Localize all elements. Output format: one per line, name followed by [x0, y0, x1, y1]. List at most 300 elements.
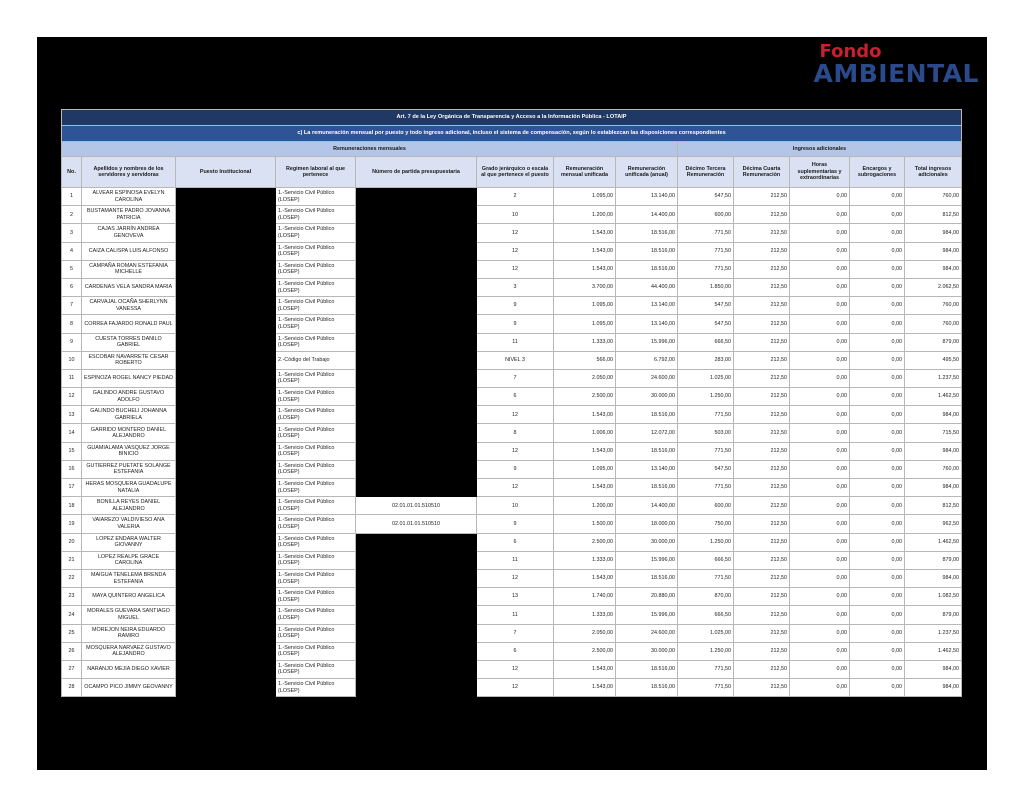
column-header-horas: Horas suplementarias y extraordinarias: [790, 157, 850, 188]
rmu-cell: 2.500,00: [554, 642, 616, 660]
table-row: [62, 551, 962, 569]
partida-cell: [356, 660, 477, 678]
decima-cuarta-cell: 212,50: [734, 315, 790, 333]
grado-cell: 6: [477, 388, 554, 406]
employee-name: CAIZA CALISPA LUIS ALFONSO: [82, 242, 176, 260]
anual-cell: 30.000,00: [616, 533, 678, 551]
horas-cell: 0,00: [790, 497, 850, 515]
row-number: 24: [62, 606, 82, 624]
table-row: [62, 278, 962, 296]
grado-cell: 11: [477, 606, 554, 624]
partida-cell: [356, 679, 477, 697]
total-cell: 984,00: [905, 242, 962, 260]
anual-cell: 15.996,00: [616, 333, 678, 351]
table-row: [62, 333, 962, 351]
row-number: 5: [62, 260, 82, 278]
remuneration-table: [61, 109, 962, 697]
puesto-cell: [176, 497, 276, 515]
grado-cell: 2: [477, 188, 554, 206]
puesto-cell: [176, 278, 276, 296]
table-row: [62, 369, 962, 387]
encargos-cell: 0,00: [850, 679, 905, 697]
encargos-cell: 0,00: [850, 369, 905, 387]
anual-cell: 13.140,00: [616, 188, 678, 206]
grado-cell: 9: [477, 515, 554, 533]
grado-cell: 9: [477, 315, 554, 333]
partida-cell: [356, 424, 477, 442]
anual-cell: 20.880,00: [616, 588, 678, 606]
row-number: 19: [62, 515, 82, 533]
total-cell: 715,50: [905, 424, 962, 442]
employee-name: MAYA QUINTERO ANGELICA: [82, 588, 176, 606]
partida-cell: [356, 206, 477, 224]
puesto-cell: [176, 460, 276, 478]
decimo-tercera-cell: 1.025,00: [678, 624, 734, 642]
decimo-tercera-cell: 600,00: [678, 206, 734, 224]
decima-cuarta-cell: 212,50: [734, 642, 790, 660]
horas-cell: 0,00: [790, 606, 850, 624]
decima-cuarta-cell: 212,50: [734, 278, 790, 296]
encargos-cell: 0,00: [850, 333, 905, 351]
rmu-cell: 1.543,00: [554, 442, 616, 460]
regimen-cell: 1.-Servicio Civil Público (LOSEP): [276, 533, 356, 551]
encargos-cell: 0,00: [850, 388, 905, 406]
rmu-cell: 1.543,00: [554, 406, 616, 424]
anual-cell: 24.600,00: [616, 624, 678, 642]
encargos-cell: 0,00: [850, 551, 905, 569]
total-cell: 879,00: [905, 333, 962, 351]
total-cell: 1.462,50: [905, 533, 962, 551]
encargos-cell: 0,00: [850, 424, 905, 442]
horas-cell: 0,00: [790, 569, 850, 587]
employee-name: CARDENAS VELA SANDRA MARIA: [82, 278, 176, 296]
partida-cell: [356, 351, 477, 369]
row-number: 14: [62, 424, 82, 442]
decimo-tercera-cell: 1.025,00: [678, 369, 734, 387]
encargos-cell: 0,00: [850, 624, 905, 642]
regimen-cell: 1.-Servicio Civil Público (LOSEP): [276, 497, 356, 515]
rmu-cell: 566,00: [554, 351, 616, 369]
document-page: [37, 37, 987, 770]
anual-cell: 14.400,00: [616, 206, 678, 224]
anual-cell: 18.516,00: [616, 406, 678, 424]
table-row: [62, 424, 962, 442]
rmu-cell: 2.500,00: [554, 388, 616, 406]
grado-cell: 12: [477, 442, 554, 460]
regimen-cell: 1.-Servicio Civil Público (LOSEP): [276, 606, 356, 624]
puesto-cell: [176, 479, 276, 497]
grado-cell: 6: [477, 533, 554, 551]
decima-cuarta-cell: 212,50: [734, 497, 790, 515]
partida-cell: [356, 479, 477, 497]
rmu-cell: 1.200,00: [554, 497, 616, 515]
rmu-cell: 1.095,00: [554, 315, 616, 333]
grado-cell: 9: [477, 460, 554, 478]
horas-cell: 0,00: [790, 278, 850, 296]
encargos-cell: 0,00: [850, 242, 905, 260]
decima-cuarta-cell: 212,50: [734, 679, 790, 697]
table-row: [62, 660, 962, 678]
puesto-cell: [176, 369, 276, 387]
employee-name: LOPEZ ENDARA WALTER GIOVANNY: [82, 533, 176, 551]
partida-cell: [356, 188, 477, 206]
total-cell: 812,50: [905, 206, 962, 224]
horas-cell: 0,00: [790, 460, 850, 478]
regimen-cell: 1.-Servicio Civil Público (LOSEP): [276, 624, 356, 642]
partida-cell: [356, 533, 477, 551]
table-row: [62, 242, 962, 260]
regimen-cell: 1.-Servicio Civil Público (LOSEP): [276, 424, 356, 442]
rmu-cell: 2.050,00: [554, 624, 616, 642]
decima-cuarta-cell: 212,50: [734, 460, 790, 478]
grado-cell: 6: [477, 642, 554, 660]
table-row: [62, 260, 962, 278]
rmu-cell: 1.543,00: [554, 224, 616, 242]
puesto-cell: [176, 569, 276, 587]
column-header-decimo-tercera: Décimo Tercera Remuneración: [678, 157, 734, 188]
grado-cell: 12: [477, 479, 554, 497]
logo-line-ambiental: AMBIENTAL: [813, 59, 979, 88]
regimen-cell: 1.-Servicio Civil Público (LOSEP): [276, 569, 356, 587]
puesto-cell: [176, 333, 276, 351]
total-cell: 760,00: [905, 297, 962, 315]
row-number: 20: [62, 533, 82, 551]
table-row: [62, 642, 962, 660]
partida-cell: [356, 569, 477, 587]
employee-name: CAMPAÑA ROMAN ESTEFANIA MICHELLE: [82, 260, 176, 278]
anual-cell: 18.516,00: [616, 479, 678, 497]
horas-cell: 0,00: [790, 660, 850, 678]
decimo-tercera-cell: 600,00: [678, 497, 734, 515]
rmu-cell: 1.543,00: [554, 260, 616, 278]
column-header-nombres: Apellidos y nombres de los servidores y servidoras: [82, 157, 176, 188]
decimo-tercera-cell: 547,50: [678, 315, 734, 333]
horas-cell: 0,00: [790, 424, 850, 442]
rmu-cell: 1.333,00: [554, 333, 616, 351]
grado-cell: 7: [477, 369, 554, 387]
horas-cell: 0,00: [790, 551, 850, 569]
row-number: 3: [62, 224, 82, 242]
regimen-cell: 2.-Código del Trabajo: [276, 351, 356, 369]
regimen-cell: 1.-Servicio Civil Público (LOSEP): [276, 406, 356, 424]
horas-cell: 0,00: [790, 260, 850, 278]
table-row: [62, 442, 962, 460]
column-header-puesto: Puesto Institucional: [176, 157, 276, 188]
grado-cell: 12: [477, 406, 554, 424]
row-number: 22: [62, 569, 82, 587]
partida-cell: [356, 260, 477, 278]
puesto-cell: [176, 588, 276, 606]
anual-cell: 30.000,00: [616, 388, 678, 406]
decima-cuarta-cell: 212,50: [734, 406, 790, 424]
column-header-no: No.: [62, 157, 82, 188]
decima-cuarta-cell: 212,50: [734, 297, 790, 315]
anual-cell: 44.400,00: [616, 278, 678, 296]
horas-cell: 0,00: [790, 297, 850, 315]
decima-cuarta-cell: 212,50: [734, 533, 790, 551]
decima-cuarta-cell: 212,50: [734, 333, 790, 351]
decima-cuarta-cell: 212,50: [734, 442, 790, 460]
decimo-tercera-cell: 547,50: [678, 188, 734, 206]
decimo-tercera-cell: 771,50: [678, 679, 734, 697]
decimo-tercera-cell: 750,00: [678, 515, 734, 533]
anual-cell: 18.516,00: [616, 660, 678, 678]
total-cell: 1.462,50: [905, 642, 962, 660]
decimo-tercera-cell: 666,50: [678, 333, 734, 351]
total-cell: 984,00: [905, 260, 962, 278]
regimen-cell: 1.-Servicio Civil Público (LOSEP): [276, 642, 356, 660]
grado-cell: 11: [477, 333, 554, 351]
row-number: 26: [62, 642, 82, 660]
table-row: [62, 406, 962, 424]
regimen-cell: 1.-Servicio Civil Público (LOSEP): [276, 242, 356, 260]
employee-name: MAIGUA TENELEMA BRENDA ESTEFANIA: [82, 569, 176, 587]
anual-cell: 14.400,00: [616, 497, 678, 515]
puesto-cell: [176, 224, 276, 242]
horas-cell: 0,00: [790, 315, 850, 333]
row-number: 2: [62, 206, 82, 224]
rmu-cell: 1.333,00: [554, 551, 616, 569]
puesto-cell: [176, 260, 276, 278]
row-number: 12: [62, 388, 82, 406]
decimo-tercera-cell: 771,50: [678, 406, 734, 424]
grado-cell: 10: [477, 206, 554, 224]
total-cell: 760,00: [905, 188, 962, 206]
row-number: 13: [62, 406, 82, 424]
partida-cell: [356, 278, 477, 296]
total-cell: 984,00: [905, 679, 962, 697]
employee-name: MORALES GUEVARA SANTIAGO MIGUEL: [82, 606, 176, 624]
total-cell: 1.462,50: [905, 388, 962, 406]
row-number: 21: [62, 551, 82, 569]
total-cell: 984,00: [905, 224, 962, 242]
employee-name: CORREA FAJARDO RONALD PAUL: [82, 315, 176, 333]
partida-cell: [356, 333, 477, 351]
horas-cell: 0,00: [790, 351, 850, 369]
partida-cell: [356, 297, 477, 315]
employee-name: BONILLA REYES DANIEL ALEJANDRO: [82, 497, 176, 515]
total-cell: 984,00: [905, 660, 962, 678]
rmu-cell: 3.700,00: [554, 278, 616, 296]
encargos-cell: 0,00: [850, 479, 905, 497]
decima-cuarta-cell: 212,50: [734, 624, 790, 642]
partida-cell: [356, 460, 477, 478]
partida-cell: [356, 551, 477, 569]
anual-cell: 6.792,00: [616, 351, 678, 369]
puesto-cell: [176, 660, 276, 678]
encargos-cell: 0,00: [850, 533, 905, 551]
puesto-cell: [176, 242, 276, 260]
row-number: 11: [62, 369, 82, 387]
anual-cell: 18.000,00: [616, 515, 678, 533]
puesto-cell: [176, 315, 276, 333]
regimen-cell: 1.-Servicio Civil Público (LOSEP): [276, 679, 356, 697]
decimo-tercera-cell: 771,50: [678, 242, 734, 260]
regimen-cell: 1.-Servicio Civil Público (LOSEP): [276, 460, 356, 478]
decima-cuarta-cell: 212,50: [734, 479, 790, 497]
table-row: [62, 315, 962, 333]
employee-name: OCAMPO PICO JIMMY GEOVANNY: [82, 679, 176, 697]
employee-name: GARRIDO MONTERO DANIEL ALEJANDRO: [82, 424, 176, 442]
regimen-cell: 1.-Servicio Civil Público (LOSEP): [276, 660, 356, 678]
horas-cell: 0,00: [790, 206, 850, 224]
anual-cell: 15.996,00: [616, 551, 678, 569]
row-number: 9: [62, 333, 82, 351]
puesto-cell: [176, 515, 276, 533]
encargos-cell: 0,00: [850, 406, 905, 424]
table-row: [62, 515, 962, 533]
column-header-grado: Grado jerárquico o escala al que pertenece el puesto: [477, 157, 554, 188]
partida-cell: [356, 588, 477, 606]
regimen-cell: 1.-Servicio Civil Público (LOSEP): [276, 369, 356, 387]
encargos-cell: 0,00: [850, 206, 905, 224]
rmu-cell: 1.543,00: [554, 569, 616, 587]
employee-name: HERAS MOSQUERA GUADALUPE NATALIA: [82, 479, 176, 497]
regimen-cell: 1.-Servicio Civil Público (LOSEP): [276, 333, 356, 351]
encargos-cell: 0,00: [850, 497, 905, 515]
total-cell: 1.237,50: [905, 369, 962, 387]
decimo-tercera-cell: 1.250,00: [678, 533, 734, 551]
table-row: [62, 297, 962, 315]
decimo-tercera-cell: 283,00: [678, 351, 734, 369]
horas-cell: 0,00: [790, 406, 850, 424]
horas-cell: 0,00: [790, 242, 850, 260]
regimen-cell: 1.-Servicio Civil Público (LOSEP): [276, 315, 356, 333]
anual-cell: 13.140,00: [616, 460, 678, 478]
employee-name: GALINDO BUCHELI JOHANNA GABRIELA: [82, 406, 176, 424]
encargos-cell: 0,00: [850, 442, 905, 460]
column-header-encargos: Encargos y subrogaciones: [850, 157, 905, 188]
puesto-cell: [176, 297, 276, 315]
grado-cell: 12: [477, 242, 554, 260]
decimo-tercera-cell: 870,00: [678, 588, 734, 606]
encargos-cell: 0,00: [850, 569, 905, 587]
decima-cuarta-cell: 212,50: [734, 369, 790, 387]
row-number: 10: [62, 351, 82, 369]
rmu-cell: 1.543,00: [554, 660, 616, 678]
decimo-tercera-cell: 771,50: [678, 569, 734, 587]
decimo-tercera-cell: 1.250,00: [678, 642, 734, 660]
regimen-cell: 1.-Servicio Civil Público (LOSEP): [276, 442, 356, 460]
regimen-cell: 1.-Servicio Civil Público (LOSEP): [276, 188, 356, 206]
row-number: 16: [62, 460, 82, 478]
encargos-cell: 0,00: [850, 188, 905, 206]
regimen-cell: 1.-Servicio Civil Público (LOSEP): [276, 588, 356, 606]
total-cell: 495,50: [905, 351, 962, 369]
grado-cell: 12: [477, 660, 554, 678]
partida-cell: [356, 388, 477, 406]
puesto-cell: [176, 388, 276, 406]
column-header-decima-cuarta: Décima Cuarta Remuneración: [734, 157, 790, 188]
total-cell: 760,00: [905, 460, 962, 478]
table-row: [62, 460, 962, 478]
total-cell: 812,50: [905, 497, 962, 515]
employee-name: GALINDO ANDRE GUSTAVO ADOLFO: [82, 388, 176, 406]
table-row: [62, 533, 962, 551]
partida-cell: [356, 624, 477, 642]
row-number: 6: [62, 278, 82, 296]
decima-cuarta-cell: 212,50: [734, 606, 790, 624]
partida-cell: [356, 369, 477, 387]
decimo-tercera-cell: 771,50: [678, 660, 734, 678]
regimen-cell: 1.-Servicio Civil Público (LOSEP): [276, 388, 356, 406]
employee-name: MOSQUERA NARVAEZ GUSTAVO ALEJANDRO: [82, 642, 176, 660]
decimo-tercera-cell: 771,50: [678, 442, 734, 460]
regimen-cell: 1.-Servicio Civil Público (LOSEP): [276, 297, 356, 315]
decimo-tercera-cell: 547,50: [678, 460, 734, 478]
rmu-cell: 2.500,00: [554, 533, 616, 551]
regimen-cell: 1.-Servicio Civil Público (LOSEP): [276, 278, 356, 296]
horas-cell: 0,00: [790, 369, 850, 387]
decima-cuarta-cell: 212,50: [734, 424, 790, 442]
anual-cell: 30.000,00: [616, 642, 678, 660]
column-header-anual: Remuneración unificada (anual): [616, 157, 678, 188]
horas-cell: 0,00: [790, 515, 850, 533]
total-cell: 984,00: [905, 569, 962, 587]
decima-cuarta-cell: 212,50: [734, 515, 790, 533]
decima-cuarta-cell: 212,50: [734, 224, 790, 242]
decimo-tercera-cell: 771,50: [678, 260, 734, 278]
table-row: [62, 388, 962, 406]
anual-cell: 18.516,00: [616, 260, 678, 278]
decima-cuarta-cell: 212,50: [734, 569, 790, 587]
row-number: 25: [62, 624, 82, 642]
table-row: [62, 188, 962, 206]
decima-cuarta-cell: 212,50: [734, 388, 790, 406]
row-number: 7: [62, 297, 82, 315]
row-number: 27: [62, 660, 82, 678]
employee-name: BUSTAMANTE PADRO JOVANNA PATRICIA: [82, 206, 176, 224]
rmu-cell: 1.333,00: [554, 606, 616, 624]
grado-cell: NIVEL 3: [477, 351, 554, 369]
rmu-cell: 1.200,00: [554, 206, 616, 224]
group-header-ingresos: Ingresos adicionales: [678, 142, 962, 157]
table-row: [62, 624, 962, 642]
row-number: 8: [62, 315, 82, 333]
table-subtitle: c) La remuneración mensual por puesto y todo ingreso adicional, incluso el sistema de compensación, según lo establezcan las disposiciones correspondientes: [62, 126, 962, 142]
rmu-cell: 2.050,00: [554, 369, 616, 387]
column-header-partida: Número de partida presupuestaria: [356, 157, 477, 188]
regimen-cell: 1.-Servicio Civil Público (LOSEP): [276, 206, 356, 224]
decima-cuarta-cell: 212,50: [734, 260, 790, 278]
decimo-tercera-cell: 666,50: [678, 551, 734, 569]
table-row: [62, 497, 962, 515]
puesto-cell: [176, 424, 276, 442]
anual-cell: 18.516,00: [616, 442, 678, 460]
partida-cell: [356, 224, 477, 242]
regimen-cell: 1.-Servicio Civil Público (LOSEP): [276, 224, 356, 242]
table-row: [62, 351, 962, 369]
horas-cell: 0,00: [790, 333, 850, 351]
puesto-cell: [176, 206, 276, 224]
row-number: 18: [62, 497, 82, 515]
table-row: [62, 224, 962, 242]
row-number: 28: [62, 679, 82, 697]
employee-name: LOPEZ REALPE GRACE CAROLINA: [82, 551, 176, 569]
anual-cell: 13.140,00: [616, 297, 678, 315]
encargos-cell: 0,00: [850, 606, 905, 624]
group-header-remuneraciones: Remuneraciones mensuales: [62, 142, 678, 157]
row-number: 17: [62, 479, 82, 497]
encargos-cell: 0,00: [850, 642, 905, 660]
total-cell: 984,00: [905, 442, 962, 460]
decimo-tercera-cell: 771,50: [678, 224, 734, 242]
horas-cell: 0,00: [790, 442, 850, 460]
grado-cell: 12: [477, 569, 554, 587]
puesto-cell: [176, 406, 276, 424]
horas-cell: 0,00: [790, 533, 850, 551]
employee-name: GUTIERREZ PUETATE SOLANGE ESTEFANIA: [82, 460, 176, 478]
